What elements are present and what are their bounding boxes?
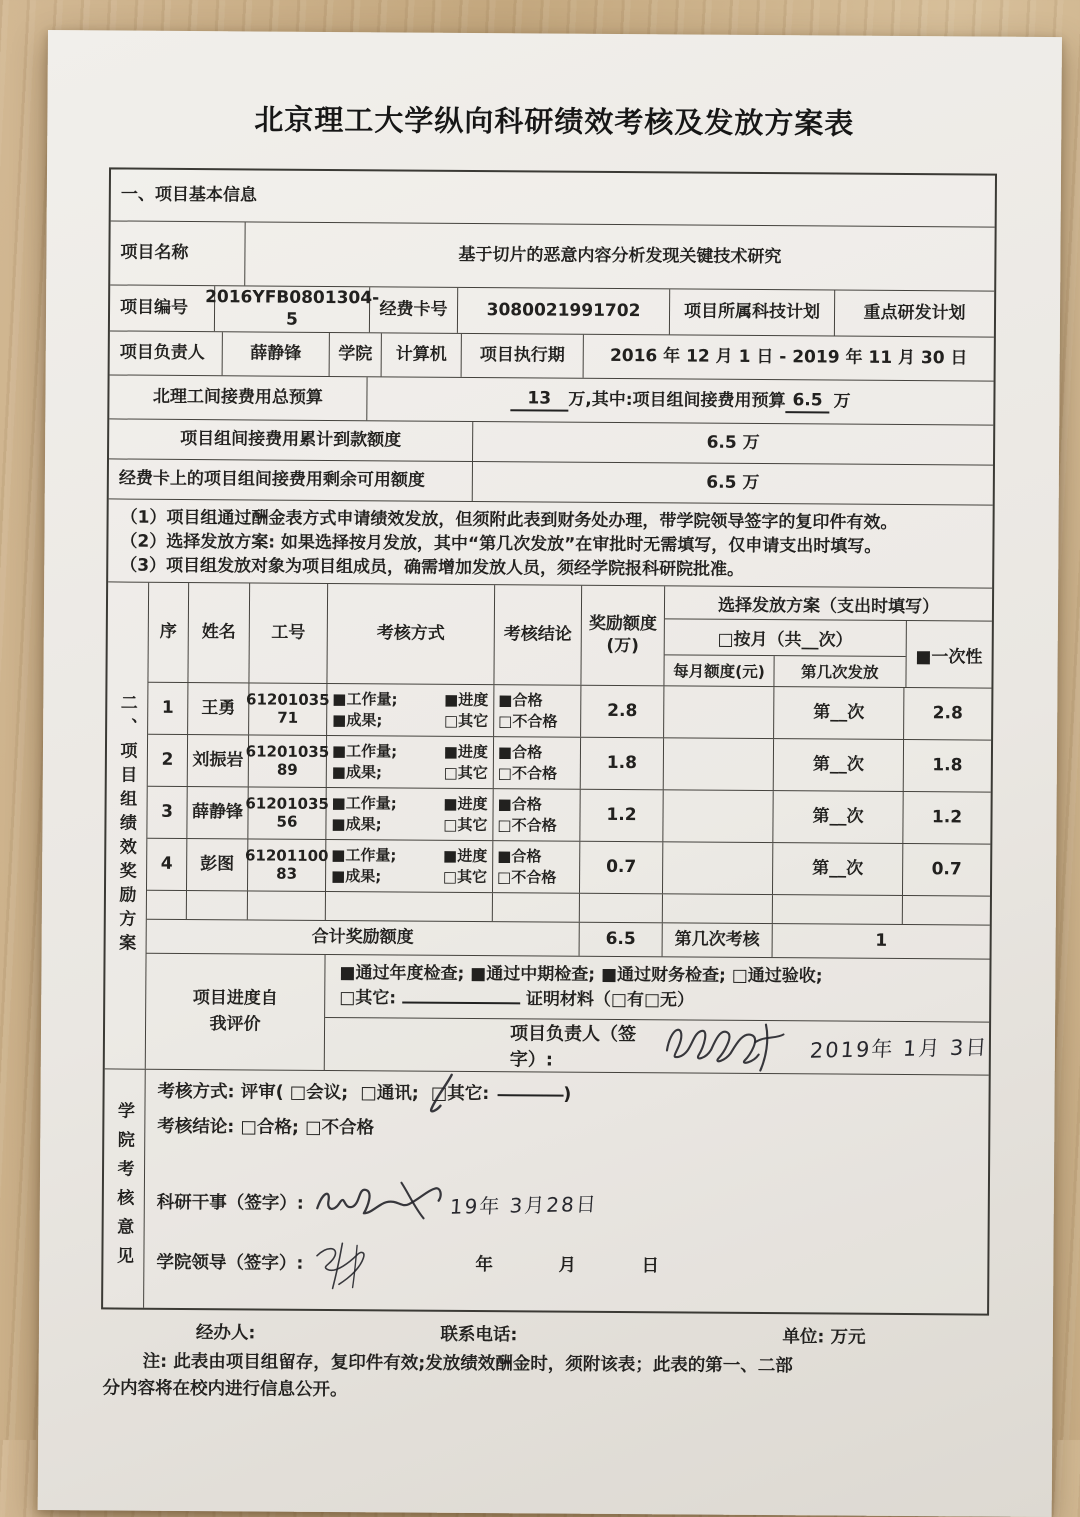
self-eval-row — [146, 954, 990, 1075]
cb-selfeval-other: □其它: — [339, 988, 397, 1009]
period-label: 项目执行期 — [462, 334, 584, 378]
project-leader-row — [110, 331, 994, 381]
plan-value: 重点研发计划 — [863, 302, 966, 324]
member-once-amount: 1.2 — [931, 807, 963, 828]
section2-main — [146, 583, 992, 1075]
pay-plan-lower — [664, 619, 991, 687]
project-number-row — [110, 285, 994, 337]
self-eval-evidence: 证明材料（□有□无） — [525, 989, 695, 1011]
member-row-2 — [148, 735, 991, 793]
member-nth-pay: 第__次 — [773, 843, 903, 895]
remaining-value: 6.5 万 — [706, 472, 760, 493]
cb-other: □其它 — [443, 763, 488, 782]
plan-label: 项目所属科技计划 — [670, 289, 835, 335]
arrived-label: 项目组间接费用累计到款额度 — [109, 419, 473, 461]
member-method — [327, 684, 494, 736]
section2 — [105, 582, 992, 1075]
project-no-label: 项目编号 — [110, 285, 215, 331]
budget-amount: 13 — [510, 388, 568, 412]
paper-sheet — [38, 30, 1062, 1517]
section1-heading: 一、项目基本信息 — [120, 184, 257, 206]
member-amount: 0.7 — [580, 842, 663, 894]
budget-row — [109, 375, 993, 425]
member-id-line2: 56 — [276, 812, 298, 831]
cb-result: ■成果; — [331, 866, 382, 885]
member-once-amount: 2.8 — [932, 703, 963, 724]
project-no-value: 2016YFB0801304-5 — [215, 286, 370, 332]
total-label: 合计奖励额度 — [147, 920, 580, 956]
member-id — [246, 683, 330, 735]
member-method — [327, 736, 494, 788]
college-method-line — [158, 1082, 979, 1110]
empty-cell — [326, 892, 493, 921]
nth-review-label: 第几次考核 — [663, 923, 773, 957]
member-id-line1: 61201100 — [244, 846, 329, 866]
form-table — [101, 167, 997, 1315]
member-monthly-amount — [664, 686, 774, 738]
member-id-line2: 89 — [276, 760, 298, 779]
notes-block — [108, 499, 905, 587]
member-id-line2: 83 — [276, 864, 298, 883]
empty-cell — [248, 891, 326, 920]
member-method — [326, 788, 493, 840]
col-monthly-amount: 每月额度(元) — [664, 655, 774, 686]
footer-agent-line — [101, 1318, 989, 1349]
member-conclusion — [493, 789, 580, 841]
member-name: 刘振岩 — [188, 735, 249, 786]
member-seq: 1 — [148, 683, 188, 734]
form-title: 北京理工大学纵向科研绩效考核及发放方案表 — [254, 102, 855, 141]
cb-workload: ■工作量; — [332, 690, 398, 709]
form-footer — [100, 1318, 989, 1408]
total-value: 6.5 — [580, 923, 663, 957]
col-amount-line2: (万) — [606, 635, 640, 656]
col-name: 姓名 — [188, 583, 250, 682]
cb-fail: □不合格 — [497, 815, 557, 835]
dean-sign-date: 年 月 日 — [475, 1254, 674, 1277]
note-1: （1）项目组通过酬金表方式申请绩效发放，但须附此表到财务处办理，带学院领导签字的复印件有效。 — [120, 507, 898, 533]
cb-progress: ■进度 — [444, 691, 489, 710]
col-conclusion: 考核结论 — [494, 585, 582, 685]
self-eval-line2 — [339, 986, 989, 1016]
college-conclusion-line: 考核结论: □合格; □不合格 — [157, 1116, 375, 1139]
member-id-line1: 61201035 — [245, 794, 329, 814]
period-value: 2016 年 12 月 1 日 - 2019 年 11 月 30 日 — [609, 345, 968, 369]
section3-side-label: 学院考核意见 — [112, 1101, 135, 1276]
phone-label: 联系电话: — [440, 1324, 518, 1346]
empty-cell — [773, 895, 903, 924]
cb-progress: ■进度 — [443, 743, 489, 762]
college-other-blank — [497, 1094, 563, 1096]
leader-signature — [660, 1014, 810, 1073]
member-once-amount: 0.7 — [931, 859, 962, 880]
budget-value — [367, 377, 993, 424]
member-seq: 4 — [147, 839, 187, 890]
pay-plan-header — [664, 586, 992, 687]
fund-card-label: 经费卡号 — [370, 287, 458, 333]
member-id — [245, 735, 330, 787]
col-method: 考核方式 — [327, 584, 495, 684]
nth-review-value: 1 — [875, 930, 888, 951]
cb-other-college — [431, 1084, 490, 1106]
clerk-sign-row — [157, 1185, 978, 1229]
member-row-4 — [147, 839, 990, 897]
member-monthly-amount — [664, 738, 774, 790]
dean-sign-label: 学院领导（签字）: — [156, 1252, 304, 1274]
self-eval-checkboxes — [325, 955, 989, 1022]
school-label: 学院 — [330, 333, 382, 376]
cb-fail: □不合格 — [497, 867, 557, 887]
monthly-option-box — [664, 619, 906, 687]
member-nth-pay: 第__次 — [773, 791, 903, 843]
self-eval-other-blank — [402, 1001, 520, 1004]
section2-side-label: 二、项目组绩效奖励方案 — [115, 693, 137, 958]
section2-side-label-cell — [105, 582, 149, 1068]
member-name: 彭图 — [187, 839, 248, 890]
leader-sign-date: 2019年 1月 3日 — [809, 1035, 990, 1063]
cb-result: ■成果; — [331, 762, 383, 781]
empty-cell — [493, 893, 580, 922]
empty-cell — [187, 891, 248, 919]
cb-other-college-label: □其它: — [430, 1083, 490, 1105]
college-method-prefix: 考核方式: 评审( — [157, 1081, 284, 1103]
cb-other: □其它 — [443, 815, 488, 834]
cb-progress: ■进度 — [443, 795, 488, 814]
clerk-sign-label: 科研干事（签字）: — [156, 1192, 304, 1214]
fund-card-value: 3080021991702 — [458, 288, 670, 334]
project-name-value: 基于切片的恶意内容分析发现关键技术研究 — [458, 244, 782, 268]
once-checkbox-label: ■一次性 — [915, 646, 983, 668]
col-nth-pay: 第几次发放 — [800, 663, 879, 682]
monthly-checkbox-label: □按月（共__次） — [665, 619, 906, 657]
self-eval-content — [325, 955, 990, 1075]
monthly-subheader — [664, 655, 905, 687]
member-conclusion — [494, 737, 581, 789]
leader-value: 薛静锋 — [223, 332, 330, 376]
cb-fail: □不合格 — [498, 711, 558, 731]
college-method-suffix: ) — [563, 1084, 572, 1105]
project-name-row — [110, 221, 994, 291]
clerk-sign-date: 19年 3月28日 — [449, 1192, 599, 1220]
budget-unit: 万 — [833, 391, 851, 412]
empty-cell — [663, 894, 773, 923]
empty-cell — [580, 894, 663, 923]
cb-result: ■成果; — [331, 814, 382, 833]
member-nth-pay: 第__次 — [774, 739, 904, 791]
self-eval-label — [146, 954, 326, 1070]
member-method — [326, 840, 493, 892]
notes-row — [108, 499, 993, 588]
members-table-header — [148, 583, 992, 689]
cb-meeting: □会议; — [289, 1082, 349, 1104]
arrived-row — [109, 419, 993, 465]
cb-workload: ■工作量; — [331, 742, 398, 761]
cb-workload: ■工作量; — [331, 794, 397, 813]
member-nth-pay: 第__次 — [774, 687, 904, 739]
leader-sign-label: 项目负责人（签字）: — [509, 1023, 637, 1071]
footer-note-line2: 分内容将在校内进行信息公开。 — [102, 1378, 348, 1401]
member-conclusion — [494, 685, 581, 737]
section1-heading-row — [111, 169, 995, 227]
project-name-label: 项目名称 — [110, 221, 245, 285]
member-amount: 2.8 — [581, 686, 664, 738]
member-seq: 3 — [147, 787, 187, 838]
cb-other: □其它 — [443, 711, 489, 730]
member-monthly-amount — [663, 790, 773, 842]
cb-pass: ■合格 — [497, 847, 542, 866]
self-eval-label-line1: 项目进度自 — [192, 988, 278, 1009]
note-2: （2）选择发放方案: 如果选择按月发放，其中“第几次发放”在审批时无需填写，仅申请支出时填写。 — [120, 531, 882, 557]
unit-label: 单位: 万元 — [782, 1327, 866, 1348]
col-amount-line1: 奖励额度 — [588, 614, 657, 635]
member-seq: 2 — [148, 735, 188, 786]
col-id: 工号 — [249, 583, 328, 683]
member-conclusion — [493, 841, 580, 893]
budget-sub-amount: 6.5 — [785, 390, 829, 414]
member-id-line2: 71 — [277, 708, 299, 727]
leader-sign-row — [325, 1017, 989, 1075]
dean-signature — [305, 1240, 455, 1291]
section3-content — [144, 1070, 989, 1314]
member-once-amount: 1.8 — [932, 755, 963, 776]
leader-label: 项目负责人 — [110, 331, 223, 375]
col-seq: 序 — [148, 583, 189, 682]
col-amount — [581, 586, 665, 686]
budget-mid-text: 万,其中:项目组间接费用预算 — [568, 389, 786, 412]
cb-fail: □不合格 — [497, 763, 558, 783]
arrived-value: 6.5 万 — [706, 432, 760, 453]
cb-letter: □通讯; — [360, 1083, 419, 1104]
cb-pass: ■合格 — [498, 691, 543, 710]
footer-note — [100, 1348, 988, 1408]
member-name: 薛静锋 — [187, 787, 248, 838]
cb-progress: ■进度 — [442, 847, 488, 866]
empty-cell — [903, 896, 990, 925]
footer-note-line1: 注: 此表由项目组留存，复印件有效;发放绩效酬金时，须附该表；此表的第一、二部 — [142, 1351, 793, 1377]
section3 — [103, 1069, 989, 1313]
self-eval-line1: ■通过年度检查; ■通过中期检查; ■通过财务检查; □通过验收; — [339, 963, 823, 987]
cb-pass: ■合格 — [497, 743, 543, 762]
agent-label: 经办人: — [195, 1323, 256, 1344]
member-id-line1: 61201035 — [245, 742, 330, 762]
member-amount: 1.8 — [581, 738, 664, 790]
member-monthly-amount — [663, 842, 773, 894]
clerk-signature — [310, 1174, 450, 1225]
cb-pass: ■合格 — [497, 795, 542, 814]
member-amount: 1.2 — [580, 790, 663, 842]
member-id — [244, 839, 329, 891]
dean-sign-row — [156, 1239, 977, 1295]
remaining-row — [109, 459, 993, 505]
cb-result: ■成果; — [332, 710, 383, 729]
member-row-1 — [148, 683, 991, 741]
member-id — [245, 787, 329, 839]
pay-plan-title: 选择发放方案（支出时填写） — [665, 586, 992, 621]
self-eval-label-line2: 我评价 — [209, 1013, 261, 1035]
cb-workload: ■工作量; — [331, 846, 397, 865]
note-3: （3）项目组发放对象为项目组成员，确需增加发放人员，须经学院报科研院批准。 — [120, 555, 745, 580]
member-row-3 — [147, 787, 990, 845]
remaining-label: 经费卡上的项目组间接费用剩余可用额度 — [109, 459, 473, 501]
budget-label: 北理工间接费用总预算 — [109, 375, 367, 420]
school-value: 计算机 — [382, 333, 462, 377]
empty-cell — [147, 891, 187, 919]
cb-other: □其它 — [442, 867, 488, 886]
member-name: 王勇 — [188, 683, 249, 734]
member-id-line1: 61201035 — [246, 690, 330, 710]
section3-side-label-cell — [103, 1069, 146, 1307]
